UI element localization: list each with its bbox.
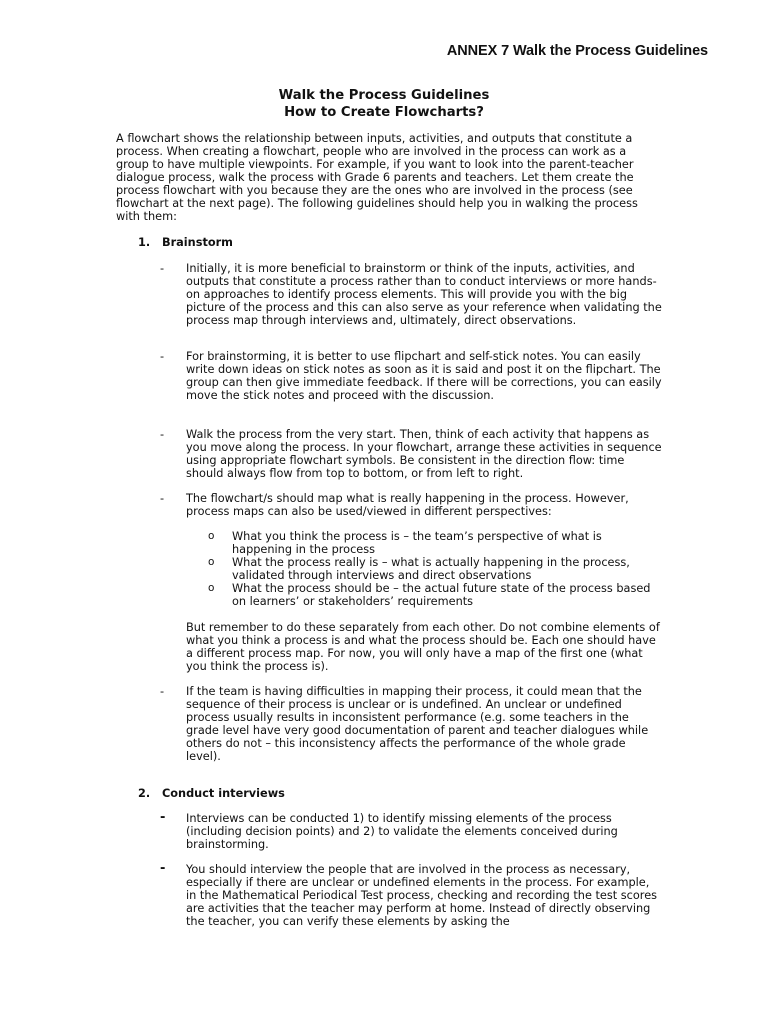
section-1-title: Brainstorm — [162, 236, 233, 249]
sub-bullet: o — [208, 582, 215, 594]
list-item-text: Walk the process from the very start. Then, think of each activity that happens as you move along the process. In your flowchart, arrange these activities in sequence using appropriate flowchart symbols. Be consistent in the direction flow: time should always flow from top to bottom, or from left to right. — [186, 428, 662, 480]
title-line-1: Walk the Process Guidelines — [278, 88, 490, 103]
sub-bullet: o — [208, 556, 215, 568]
page-header: ANNEX 7 Walk the Process Guidelines — [446, 43, 708, 59]
bullet-dash: - — [160, 428, 165, 441]
intro-paragraph: A flowchart shows the relationship between inputs, activities, and outputs that constitute a process. When creating a flowchart, people who are involved in the process can work as a group to have multiple viewpoints. For example, if you want to look into the parent-teacher dialogue process, walk the process with Grade 6 parents and teachers. Let them create the process flowchart with you because they are the ones who are involved in the process (see flowchart at the next page). The following guidelines should help you in walking the process with them: — [116, 132, 638, 223]
title-line-2: How to Create Flowcharts? — [284, 105, 484, 120]
sub-bullet: o — [208, 530, 215, 542]
bullet-dash: - — [160, 262, 165, 275]
bullet-dash: - — [160, 861, 166, 876]
list-item-text: Initially, it is more beneficial to brainstorm or think of the inputs, activities, and outputs that constitute a process rather than to conduct interviews or more hands-on approaches to identify process elements. This will provide you with the big picture of the process and this can also serve as your reference when validating the process map through interviews and, ultimately, direct observations. — [186, 262, 662, 327]
list-item-text: The flowchart/s should map what is really happening in the process. However, process maps can also be used/viewed in different perspectives: — [186, 492, 629, 518]
bullet-dash: - — [160, 350, 165, 363]
bullet-dash: - — [160, 810, 166, 825]
sub-list-item-text: What the process should be – the actual future state of the process based on learners’ or stakeholders’ requirements — [232, 582, 651, 608]
list-item-text: If the team is having difficulties in mapping their process, it could mean that the sequence of their process is unclear or is undefined. An unclear or undefined process usually results in inconsistent performance (e.g. some teachers in the grade level have very good documentation of parent and teacher dialogues while others do not – this inconsistency affects the performance of the whole grade level). — [186, 685, 649, 763]
list-item-text: For brainstorming, it is better to use flipchart and self-stick notes. You can easily write down ideas on stick notes as soon as it is said and post it on the flipchart. The group can then give immediate feedback. If there will be corrections, you can easily move the stick notes and proceed with the discussion. — [186, 350, 662, 402]
section-1-number: 1. — [138, 236, 151, 249]
section-2-title: Conduct interviews — [162, 787, 285, 800]
section-2-number: 2. — [138, 787, 151, 800]
list-item-text: You should interview the people that are involved in the process as necessary, especially if there are unclear or undefined elements in the process. For example, in the Mathematical Periodical Test process, checking and recording the test scores are activities that the teacher may perform at home. Instead of directly observing the teacher, you can verify these elements by asking the — [186, 863, 658, 928]
sub-list-item-text: What you think the process is – the team’s perspective of what is happening in the process — [232, 530, 602, 556]
note-paragraph: But remember to do these separately from each other. Do not combine elements of what you think a process is and what the process should be. Each one should have a different process map. For now, you will only have a map of the first one (what you think the process is). — [186, 621, 660, 673]
bullet-dash: - — [160, 492, 165, 505]
list-item-text: Interviews can be conducted 1) to identify missing elements of the process (including decision points) and 2) to validate the elements conceived during brainstorming. — [186, 812, 618, 851]
sub-list-item-text: What the process really is – what is actually happening in the process, validated through interviews and direct observations — [232, 556, 630, 582]
bullet-dash: - — [160, 685, 165, 698]
document-title — [0, 87, 768, 121]
